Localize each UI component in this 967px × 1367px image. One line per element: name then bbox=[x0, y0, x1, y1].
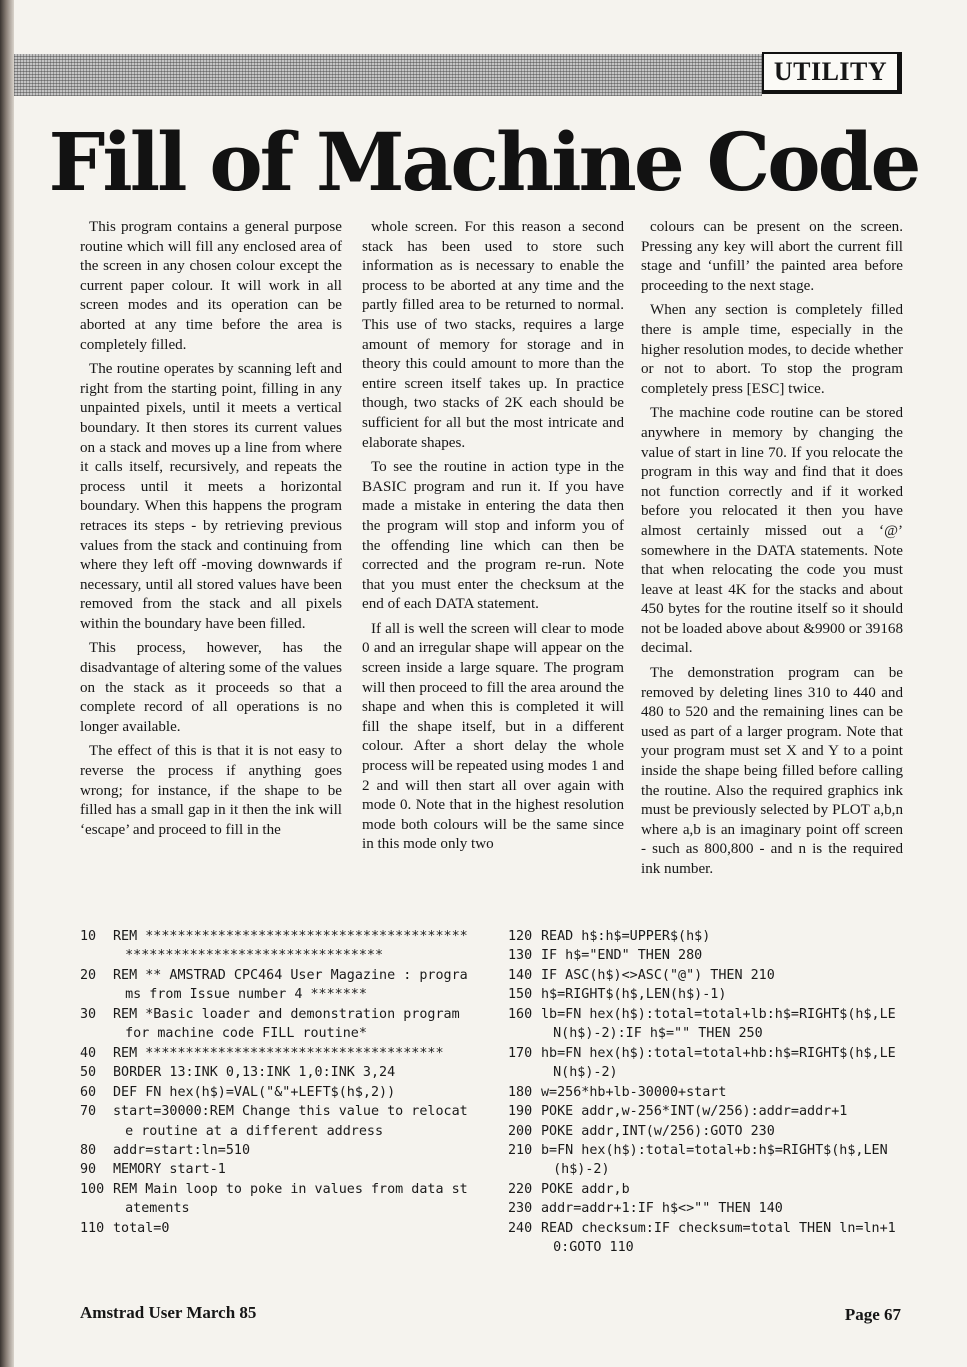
code-line bbox=[508, 985, 900, 1004]
line-number: 210 bbox=[508, 1142, 533, 1158]
code-text: w=256*hb+lb-30000+start bbox=[541, 1084, 727, 1100]
line-number: 60 bbox=[80, 1084, 97, 1100]
code-text: POKE addr,b bbox=[541, 1181, 630, 1197]
code-text: hb=FN hex(h$):total=total+hb:h$=RIGHT$(h$,LEN(h$)-2) bbox=[541, 1045, 896, 1081]
code-line bbox=[80, 1063, 472, 1082]
line-number: 90 bbox=[80, 1162, 97, 1178]
code-text: IF h$="END" THEN 280 bbox=[541, 948, 703, 964]
code-line bbox=[80, 966, 472, 1005]
line-number: 240 bbox=[508, 1220, 533, 1236]
code-text: MEMORY start-1 bbox=[113, 1162, 226, 1178]
code-line bbox=[80, 927, 472, 966]
code-text: REM *Basic loader and demonstration program for machine code FILL routine* bbox=[113, 1006, 468, 1042]
code-text: DEF FN hex(h$)=VAL("&"+LEFT$(h$,2)) bbox=[113, 1084, 396, 1100]
line-number: 50 bbox=[80, 1065, 97, 1081]
code-line bbox=[508, 1122, 900, 1141]
line-number: 100 bbox=[80, 1181, 105, 1197]
code-text: addr=addr+1:IF h$<>"" THEN 140 bbox=[541, 1201, 783, 1217]
code-text: IF ASC(h$)<>ASC("@") THEN 210 bbox=[541, 967, 775, 983]
code-line bbox=[508, 1044, 900, 1083]
code-text: READ checksum:IF checksum=total THEN ln=ln+10:GOTO 110 bbox=[541, 1220, 896, 1256]
line-number: 160 bbox=[508, 1006, 533, 1022]
paragraph: The demonstration program can be removed by deleting lines 310 to 440 and 480 to 520 and the remaining lines can be used as part of a larger program. Note that your program must set X and Y to a point inside the shape being filled before calling the routine. Also the required graphics ink must be previously selected by PLOT a,b,n where a,b is an imaginary point off screen - such as 800,800 - and n is the required ink number. bbox=[641, 665, 903, 877]
line-number: 70 bbox=[80, 1104, 97, 1120]
publication-footer: Amstrad User March 85 bbox=[80, 1303, 257, 1322]
code-line bbox=[80, 1160, 472, 1179]
code-line bbox=[508, 1141, 900, 1180]
code-text: h$=RIGHT$(h$,LEN(h$)-1) bbox=[541, 987, 727, 1003]
code-text: BORDER 13:INK 0,13:INK 1,0:INK 3,24 bbox=[113, 1065, 396, 1081]
code-text: REM ** AMSTRAD CPC464 User Magazine : programs from Issue number 4 ******* bbox=[113, 967, 468, 1003]
code-line bbox=[80, 1102, 472, 1141]
article-column-1 bbox=[80, 218, 342, 840]
code-line bbox=[80, 1083, 472, 1102]
paragraph: whole screen. For this reason a second stack has been used to store such information as is necessary to enable the process to be aborted at any time and the partly filled area to be returned to normal. This use of two stacks, requires a large amount of memory for storage and in theory this could amount to more than the entire screen itself takes up. In practice though, two stacks of 2K each should be sufficient for all but the most intricate and elaborate shapes. bbox=[362, 219, 624, 451]
code-text: REM ************************************* bbox=[113, 1045, 444, 1061]
code-text: REM ************************************************************************ bbox=[113, 929, 468, 964]
code-line bbox=[508, 1180, 900, 1199]
line-number: 220 bbox=[508, 1181, 533, 1197]
code-line bbox=[508, 1102, 900, 1121]
code-line bbox=[80, 1005, 472, 1044]
basic-listing-right bbox=[508, 927, 900, 1258]
code-text: addr=start:ln=510 bbox=[113, 1142, 251, 1158]
header-band bbox=[14, 54, 762, 96]
code-line bbox=[508, 946, 900, 965]
code-text: start=30000:REM Change this value to relocate routine at a different address bbox=[113, 1104, 468, 1139]
section-tag: UTILITY bbox=[762, 52, 902, 94]
code-line bbox=[80, 1180, 472, 1219]
line-number: 230 bbox=[508, 1201, 533, 1217]
paragraph: To see the routine in action type in the BASIC program and run it. If you have made a mistake in entering the data then the program will stop and inform you of the offending line which can then be corrected and the program re-run. Note that you must enter the checksum at the end of each DATA statement. bbox=[362, 459, 624, 613]
code-text: POKE addr,INT(w/256):GOTO 230 bbox=[541, 1123, 775, 1139]
line-number: 180 bbox=[508, 1084, 533, 1100]
paragraph: This process, however, has the disadvantage of altering some of the values on the stack as it proceeds so that a complete record of all operations is no longer available. bbox=[80, 640, 342, 735]
line-number: 120 bbox=[508, 929, 533, 944]
article-title: Fill of Machine Code bbox=[48, 115, 919, 209]
code-line bbox=[508, 1083, 900, 1102]
line-number: 10 bbox=[80, 929, 97, 944]
code-line bbox=[80, 1044, 472, 1063]
code-text: b=FN hex(h$):total=total+b:h$=RIGHT$(h$,LEN(h$)-2) bbox=[541, 1142, 888, 1178]
page-number: Page 67 bbox=[844, 1305, 901, 1324]
line-number: 190 bbox=[508, 1104, 533, 1120]
paragraph: The machine code routine can be stored anywhere in memory by changing the value of start in line 70. If you relocate the program in this way and find that it does not function correctly and if it worked before you relocated it then you have almost certainly missed out a ‘@’ somewhere in the DATA statements. Note that when relocating the code you must leave at least 4K for the stacks and about 450 bytes for the routine itself so it should not be loaded above about &9900 or 39168 decimal. bbox=[641, 405, 903, 657]
code-line bbox=[508, 1219, 900, 1258]
code-text: REM Main loop to poke in values from data statements bbox=[113, 1181, 468, 1217]
line-number: 30 bbox=[80, 1006, 97, 1022]
line-number: 130 bbox=[508, 948, 533, 964]
code-line bbox=[508, 1005, 900, 1044]
code-line bbox=[80, 1141, 472, 1160]
paragraph: colours can be present on the screen. Pressing any key will abort the current fill stage and ‘unfill’ the painted area before proceeding to the next stage. bbox=[641, 219, 903, 294]
code-line bbox=[80, 1219, 472, 1238]
paragraph: When any section is completely filled there is ample time, especially in the higher resolution modes, to decide whether or not to abort. To stop the program completely press [ESC] twice. bbox=[641, 302, 903, 397]
line-number: 200 bbox=[508, 1123, 533, 1139]
article-column-2 bbox=[362, 218, 624, 855]
code-text: READ h$:h$=UPPER$(h$) bbox=[541, 929, 711, 944]
code-line bbox=[508, 1199, 900, 1218]
code-text: lb=FN hex(h$):total=total+lb:h$=RIGHT$(h$,LEN(h$)-2):IF h$="" THEN 250 bbox=[541, 1006, 896, 1042]
paragraph: If all is well the screen will clear to mode 0 and an irregular shape will appear on the screen inside a large square. The program will then proceed to fill the area around the shape and when this is completed it will fill the shape itself, but in a different colour. After a short delay the whole process will be repeated using modes 1 and 2 and will then start all over again with mode 0. Note that in the highest resolution mode both colours will be the same since in this mode only two bbox=[362, 620, 624, 853]
line-number: 110 bbox=[80, 1220, 105, 1236]
basic-listing-left bbox=[80, 927, 472, 1238]
line-number: 140 bbox=[508, 967, 533, 983]
code-line bbox=[508, 966, 900, 985]
paragraph: This program contains a general purpose routine which will fill any enclosed area of the screen in any chosen colour except the current paper colour. It will work in all screen modes and its operation can be aborted at any time before the area is completely filled. bbox=[80, 219, 342, 353]
line-number: 40 bbox=[80, 1045, 97, 1061]
line-number: 20 bbox=[80, 967, 97, 983]
code-text: POKE addr,w-256*INT(w/256):addr=addr+1 bbox=[541, 1104, 848, 1120]
article-column-3 bbox=[641, 218, 903, 880]
code-text: total=0 bbox=[113, 1220, 170, 1236]
paragraph: The effect of this is that it is not easy to reverse the process if anything goes wrong; for instance, if the shape to be filled has a small gap in it then the ink will ‘escape’ and proceed to fill in the bbox=[80, 743, 342, 838]
line-number: 80 bbox=[80, 1142, 97, 1158]
line-number: 170 bbox=[508, 1045, 533, 1061]
code-line bbox=[508, 927, 900, 946]
line-number: 150 bbox=[508, 987, 533, 1003]
paragraph: The routine operates by scanning left and right from the starting point, filling in any unpainted pixels, until it meets a vertical boundary. It then stores its current values on a stack and moves up a line from where it calls itself, recursively, and repeats the process until it meets a horizontal boundary. When this happens the program retraces its steps - by retrieving previous values from the stack and continuing from where they left off -moving downwards if necessary, until all stored values have been removed from the stack and all pixels within the boundary have been filled. bbox=[80, 361, 342, 632]
